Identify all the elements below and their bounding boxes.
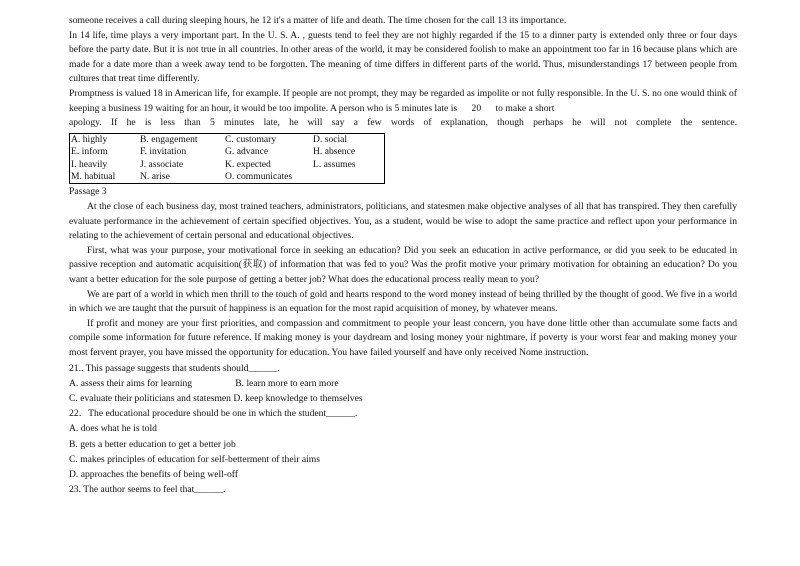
word-option-a: A. highly (71, 133, 108, 145)
question-22-option-b: B. gets a better education to get a better job (69, 438, 236, 450)
word-option-d: D. social (313, 133, 348, 145)
word-option-j: J. associate (140, 158, 184, 170)
word-option-l: L. assumes (313, 158, 356, 170)
word-option-b: B. engagement (140, 133, 198, 145)
document-page (69, 14, 737, 497)
passage3-paragraph4: If profit and money are your first priorities, and compassion and commitment to people your least concern, you have done little other than accumulate some facts and compile some information for future reference. If making money is your daydream and losing money your nightmare, if poverty is your worst fear and making money your most fervent prayer, you have missed the opportunity for education. You have failed yourself and have only received Nome instruction. (69, 317, 737, 358)
passage2-paragraph3-apology-line: apology. If he is less than 5 minutes late, he will say a few words of explanation, though perhaps he will not complete the sentence. (69, 117, 737, 129)
passage3-title: Passage 3 (69, 186, 107, 198)
word-option-m: M. habitual (71, 170, 116, 182)
word-bank-row (70, 159, 383, 171)
word-option-i: I. heavily (71, 158, 108, 170)
word-option-n: N. arise (140, 170, 170, 182)
word-bank-box (69, 133, 385, 185)
word-bank-table (70, 134, 383, 184)
question-22-option-d: D. approaches the benefits of being well-off (69, 468, 238, 480)
word-bank-row (70, 134, 383, 146)
passage3-paragraph3: We are part of a world in which men thrill to the touch of gold and hearts respond to the word money instead of being thrilled by the thought of good. We five in a world in which we are taught that the pursuit of happiness is an equation for the most rapid acquisition of money, by whatever means. (69, 288, 737, 315)
passage2-paragraph3-text-b: to make a short (495, 102, 555, 114)
passage3-paragraph2: First, what was your purpose, your motivational force in seeking an education? Did you seek an education in active performance, or did you seek to be educated in passive reception and automatic acquisition(获取) of information that was fed to you? Was the profit motive your primary motivation for obtaining an education? Do you want a better education for the sole purpose of getting a better job? What does the educational process really mean to you? (69, 244, 737, 285)
passage2-paragraph3 (69, 87, 737, 116)
word-option-f: F. invitation (140, 146, 187, 158)
passage2-paragraph2: In 14 life, time plays a very important part. In the U. S. A. , guests tend to feel they are not highly regarded if the 15 to a dinner party is extended only three or four days before the party date. But it is not true in all countries. In other areas of the world, it may be considered foolish to make an appointment too far in 16 because plans which are made for a date more than a week away tend to be forgotten. The meaning of time differs in different parts of the world. Thus, misunderstandings 17 between people from cultures that treat time differently. (69, 29, 737, 85)
word-option-o: O. communicates (225, 170, 293, 182)
passage3-paragraph1: At the close of each business day, most trained teachers, administrators, politicians, and statesmen make objective analyses of all that has transpired. They then carefully evaluate performance in the achievement of certain specified objectives. You, as a student, would be wise to adopt the same practice and reflect upon your performance in relating to the achievement of certain personal and educational objectives. (69, 200, 737, 242)
word-option-c: C. customary (225, 133, 277, 145)
question-21-options-cd: C. evaluate their politicians and statesmen D. keep knowledge to themselves (69, 392, 363, 404)
question-21-option-b: B. learn more to earn more (235, 377, 339, 389)
question-21-options-ab (69, 376, 737, 391)
word-option-empty (312, 171, 383, 183)
passage2-paragraph3-text-a: Promptness is valued 18 in American life, for example. If people are not prompt, they may be regarded as impolite or not fully responsible. In the U. S. no one would think of keeping a business 19 waiting for an hour, it would be too impolite. A person who is 5 minutes late is (69, 87, 737, 114)
blank-20: 20 (471, 102, 482, 114)
word-option-e: E. inform (71, 146, 108, 158)
question-23: 23. The author seems to feel that______. (69, 484, 226, 496)
question-21-option-a: A. assess their aims for learning (69, 377, 193, 389)
question-22-option-c: C. makes principles of education for self-betterment of their aims (69, 453, 320, 465)
word-bank-row (70, 171, 383, 183)
question-22-option-a: A. does what he is told (69, 423, 157, 435)
question-21: 21.. This passage suggests that students should______. (69, 362, 280, 374)
word-option-h: H. absence (313, 146, 356, 158)
word-option-g: G. advance (225, 146, 269, 158)
question-22: 22．The educational procedure should be one in which the student______. (69, 408, 358, 420)
passage2-line1: someone receives a call during sleeping hours, he 12 it's a matter of life and death. The time chosen for the call 13 its importance. (69, 15, 567, 26)
word-option-k: K. expected (225, 158, 271, 170)
word-bank-row (70, 146, 383, 158)
